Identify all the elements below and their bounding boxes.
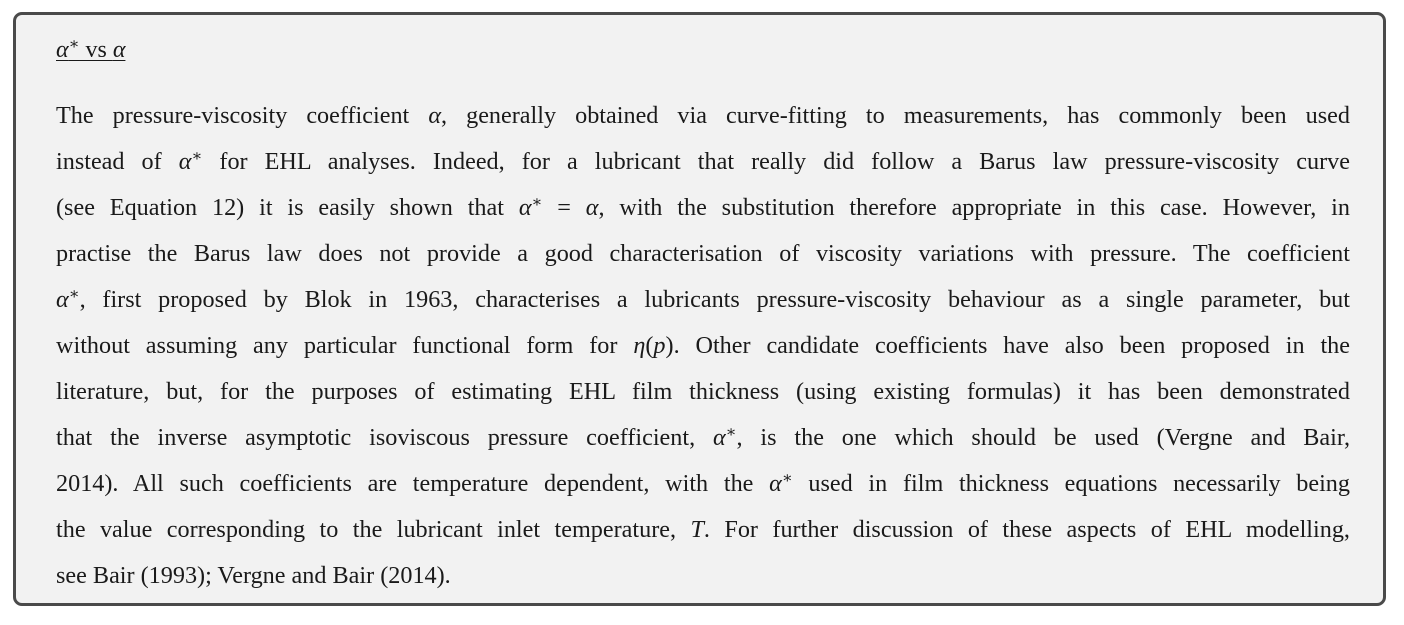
paragraph-line [56,139,1350,185]
body-paragraph [56,93,1350,599]
math-symbol: T [690,516,704,543]
text-run: instead of [56,148,179,175]
math-superscript-star: ∗ [191,148,203,165]
title-vs-text: vs [79,37,113,63]
math-symbol: α [585,194,599,221]
title-alpha-symbol-2: α [112,37,126,63]
text-run: without assuming any particular functional form for [56,332,634,359]
text-run: . For further discussion of these aspects of EHL modelling, [703,516,1350,543]
math-superscript-star: ∗ [781,470,793,487]
text-run: practise the Barus law does not provide a good characterisation of viscosity variations with pressure. The coefficient [56,240,1350,267]
paragraph-line [56,185,1350,231]
title-asterisk: ∗ [68,36,80,53]
text-run: the value corresponding to the lubricant inlet temperature, [56,516,691,543]
paragraph-line [56,461,1350,507]
text-run: , with the substitution therefore appropriate in this case. However, in [598,194,1350,221]
math-operator: ( [645,332,654,359]
math-symbol: α [56,286,69,313]
math-symbol: α [178,148,192,175]
math-operator: = [542,194,586,221]
text-run: , generally obtained via curve-fitting to measurements, has commonly been used [441,102,1350,129]
math-symbol: α [769,470,782,497]
paragraph-line [56,369,1350,415]
text-run: The pressure-viscosity coefficient [56,102,429,129]
paragraph-line [56,277,1350,323]
text-run: , first proposed by Blok in 1963, characterises a lubricants pressure-viscosity behaviour as a single parameter, but [79,286,1350,313]
title-alpha-symbol: α [56,37,69,63]
math-superscript-star: ∗ [725,424,737,441]
paragraph-line [56,507,1350,553]
text-run: that the inverse asymptotic isoviscous pressure coefficient, [56,424,713,451]
text-run: used in film thickness equations necessarily being [792,470,1350,497]
definition-box [13,12,1386,606]
text-run: (see Equation 12) it is easily shown that [56,194,519,221]
paragraph-line [56,323,1350,369]
text-run: for EHL analyses. Indeed, for a lubricant that really did follow a Barus law pressure-viscosity curve [202,148,1350,175]
text-run: 2014). All such coefficients are temperature dependent, with the [56,470,770,497]
math-symbol: α [518,194,532,221]
math-operator: ) [665,332,674,359]
math-superscript-star: ∗ [531,194,543,211]
math-symbol: p [653,332,666,359]
paragraph-line [56,553,1350,599]
text-run: see Bair (1993); Vergne and Bair (2014). [56,562,451,589]
text-run: . Other candidate coefficients have also been proposed in the [673,332,1350,359]
box-title [56,35,125,65]
text-run: , is the one which should be used (Vergne and Bair, [736,424,1350,451]
paragraph-line [56,93,1350,139]
math-symbol: α [428,102,442,129]
math-symbol: α [712,424,726,451]
math-superscript-star: ∗ [68,286,80,303]
text-run: literature, but, for the purposes of estimating EHL film thickness (using existing formulas) it has been demonstrated [56,378,1350,405]
math-symbol: η [633,332,646,359]
paragraph-line [56,415,1350,461]
paragraph-line [56,231,1350,277]
